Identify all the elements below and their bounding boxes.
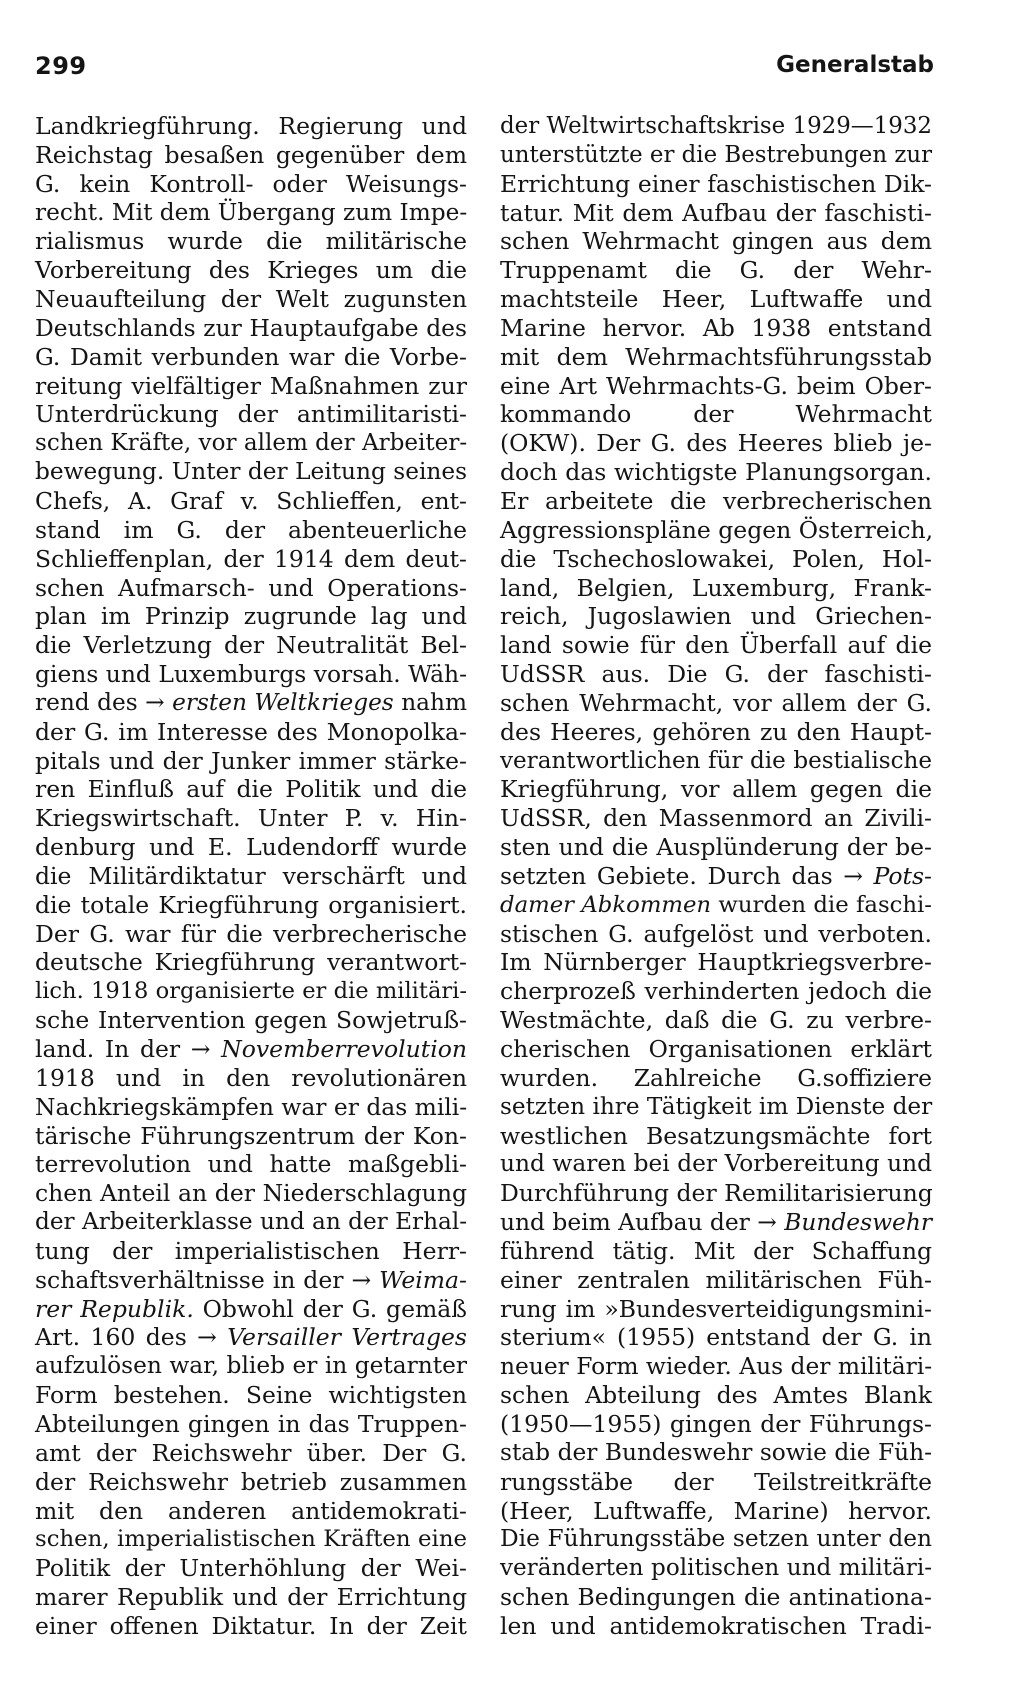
text-line — [500, 1035, 932, 1064]
text-line — [35, 112, 467, 141]
text-run: cherprozeß verhinderten jedoch die — [500, 977, 932, 1006]
text-run: der Weltwirtschaftskrise 1929—1932 — [500, 113, 932, 139]
text-line — [500, 747, 932, 776]
cross-reference: Bundeswehr — [784, 1208, 933, 1237]
text-line — [500, 487, 932, 516]
text-run: Er arbeitete die verbrecherischen — [500, 486, 932, 515]
text-run: tärische Führungszentrum der Kon- — [35, 1121, 467, 1150]
text-column-right — [500, 112, 932, 1641]
text-line — [35, 1468, 467, 1497]
text-run: bewegung. Unter der Leitung seines — [35, 458, 467, 486]
text-run: neuer Form wieder. Aus der militäri- — [500, 1352, 933, 1381]
text-run: einer zentralen militärischen Füh- — [500, 1265, 932, 1294]
text-line — [35, 631, 467, 660]
text-run: Vorbereitung des Krieges um die — [35, 256, 467, 285]
text-run: rungsstäbe der Teilstreitkräfte — [500, 1467, 932, 1496]
text-run: stischen G. aufgelöst und verboten. — [500, 919, 932, 948]
text-run: westlichen Besatzungsmächte fort — [500, 1121, 932, 1150]
text-line — [35, 1006, 467, 1035]
text-line — [500, 1150, 932, 1179]
text-run: schen Abteilung des Amtes Blank — [500, 1381, 932, 1410]
text-line — [35, 1064, 467, 1093]
text-run: rialismus wurde die militärische — [35, 227, 467, 256]
text-line — [500, 285, 932, 314]
text-line — [500, 833, 932, 862]
text-run: Nachkriegskämpfen war er das mili- — [35, 1092, 468, 1121]
text-run: stab der Bundeswehr sowie die Füh- — [500, 1438, 932, 1466]
text-line — [35, 1093, 467, 1122]
text-line — [35, 545, 467, 574]
text-run: die Militärdiktatur verschärft und — [35, 861, 467, 890]
text-run: Form bestehen. Seine wichtigsten — [35, 1381, 467, 1410]
text-run: Der G. war für die verbrecherische — [35, 919, 467, 948]
text-run: mit den anderen antidemokrati- — [35, 1496, 467, 1525]
text-line — [35, 1439, 467, 1468]
text-run: recht. Mit dem Übergang zum Impe- — [35, 198, 468, 226]
text-run: G. Damit verbunden war die Vorbe- — [35, 342, 467, 371]
text-line — [500, 977, 932, 1006]
text-run: Durchführung der Remilitarisierung — [500, 1179, 933, 1208]
cross-reference: Weima- — [379, 1265, 467, 1294]
page-number: 299 — [35, 52, 87, 80]
text-run: mit dem Wehrmachtsführungsstab — [500, 342, 932, 371]
text-line — [35, 256, 467, 285]
text-line — [500, 429, 932, 458]
text-line — [500, 775, 932, 804]
text-line — [35, 862, 467, 891]
text-line — [35, 891, 467, 920]
text-run: Abteilungen gingen in das Truppen- — [35, 1409, 467, 1438]
text-line — [500, 400, 932, 429]
text-line — [500, 199, 932, 228]
text-line — [35, 199, 467, 228]
text-run: Kriegführung, vor allem gegen die — [500, 775, 932, 804]
text-line — [500, 1179, 932, 1208]
text-run: sten und die Ausplünderung der be- — [500, 833, 932, 862]
text-line — [500, 516, 932, 545]
text-line — [35, 1352, 467, 1381]
cross-reference: Novemberrevolution — [221, 1035, 467, 1063]
text-run: len und antidemokratischen Tradi- — [500, 1611, 932, 1640]
text-line — [500, 227, 932, 256]
text-line — [35, 977, 467, 1006]
text-run: der Arbeiterklasse und an der Erhal- — [35, 1208, 468, 1236]
text-line — [500, 689, 932, 718]
text-line — [500, 314, 932, 343]
text-column-left — [35, 112, 467, 1641]
text-line — [500, 1064, 932, 1093]
text-line — [35, 718, 467, 747]
text-line — [35, 1612, 467, 1641]
text-run: rung im »Bundesverteidigungsmini- — [500, 1294, 932, 1323]
text-run: UdSSR aus. Die G. der faschisti- — [500, 660, 932, 689]
text-line — [35, 948, 467, 977]
text-run: 1918 und in den revolutionären — [35, 1063, 467, 1092]
text-line — [35, 1237, 467, 1266]
text-run: Marine hervor. Ab 1938 entstand — [500, 313, 932, 342]
text-line — [500, 1583, 932, 1612]
text-run: tatur. Mit dem Aufbau der faschisti- — [500, 198, 932, 227]
text-line — [35, 372, 467, 401]
text-line — [35, 343, 467, 372]
text-line — [35, 400, 467, 429]
text-run: plan im Prinzip zugrunde lag und — [35, 602, 467, 631]
text-line — [35, 574, 467, 603]
text-run: und waren bei der Vorbereitung und — [500, 1150, 932, 1178]
text-line — [35, 833, 467, 862]
text-line — [500, 256, 932, 285]
text-run: G. kein Kontroll- oder Weisungs- — [35, 169, 467, 198]
text-line — [500, 1612, 932, 1641]
text-run: tung der imperialistischen Herr- — [35, 1236, 467, 1265]
text-line — [35, 775, 467, 804]
text-line — [500, 1525, 932, 1554]
text-line — [500, 1497, 932, 1526]
text-run: (Heer, Luftwaffe, Marine) hervor. — [500, 1496, 932, 1525]
text-line — [500, 948, 932, 977]
text-line — [35, 1295, 467, 1324]
text-line — [500, 891, 932, 920]
text-line — [35, 660, 467, 689]
text-line — [500, 920, 932, 949]
text-run: Deutschlands zur Hauptaufgabe des — [35, 313, 467, 342]
cross-reference: ersten Weltkrieges — [172, 688, 394, 716]
text-line — [500, 1352, 932, 1381]
text-run: wurden. Zahlreiche G.soffiziere — [500, 1063, 932, 1092]
text-run: chen Anteil an der Niederschlagung — [35, 1179, 467, 1208]
text-run: Errichtung einer faschistischen Dik- — [500, 169, 932, 198]
text-line — [35, 1410, 467, 1439]
cross-reference: Pots- — [873, 861, 932, 890]
text-line — [500, 141, 932, 170]
text-run: pitals und der Junker immer stärke- — [35, 746, 467, 775]
text-line — [35, 458, 467, 487]
text-line — [500, 170, 932, 199]
text-line — [35, 1266, 467, 1295]
text-run: schen Wehrmacht gingen aus dem — [500, 227, 932, 256]
text-run: veränderten politischen und militäri- — [500, 1555, 932, 1582]
text-run: der G. im Interesse des Monopolka- — [35, 717, 467, 746]
text-line — [500, 1122, 932, 1151]
text-line — [500, 574, 932, 603]
text-line — [500, 602, 932, 631]
text-line — [35, 429, 467, 458]
text-run: Politik der Unterhöhlung der Wei- — [35, 1554, 467, 1583]
text-run: Reichstag besaßen gegenüber dem — [35, 140, 467, 169]
text-line — [35, 1554, 467, 1583]
cross-reference: rer Republik. — [35, 1294, 194, 1323]
text-run: Im Nürnberger Hauptkriegsverbre- — [500, 948, 932, 977]
text-run: schen, imperialistischen Kräften eine — [35, 1526, 467, 1553]
text-run: Unterdrückung der antimilitaristi- — [35, 400, 467, 429]
text-line — [500, 1295, 932, 1324]
text-run: (OKW). Der G. des Heeres blieb je- — [500, 429, 932, 458]
text-run: Schlieffenplan, der 1914 dem deut- — [35, 544, 467, 573]
text-run: Die Führungsstäbe setzen unter den — [500, 1525, 932, 1553]
text-run: Obwohl der G. gemäß — [193, 1294, 467, 1323]
text-line — [500, 804, 932, 833]
text-run: sterium« (1955) entstand der G. in — [500, 1323, 932, 1352]
text-line — [500, 1410, 932, 1439]
text-run: und beim Aufbau der → — [500, 1208, 785, 1237]
text-run: schaftsverhältnisse in der → — [35, 1265, 380, 1294]
text-line — [500, 1266, 932, 1295]
text-run: eine Art Wehrmachts-G. beim Ober- — [500, 371, 932, 400]
text-line — [35, 1035, 467, 1064]
cross-reference: damer Abkommen — [500, 891, 712, 918]
text-line — [35, 487, 467, 516]
text-run: verantwortlichen für die bestialische — [500, 747, 932, 774]
text-line — [500, 1468, 932, 1497]
text-run: rend des → — [35, 688, 173, 716]
text-line — [500, 1208, 932, 1237]
text-line — [35, 141, 467, 170]
text-run: land, Belgien, Luxemburg, Frank- — [500, 573, 932, 602]
text-line — [500, 660, 932, 689]
text-line — [35, 1122, 467, 1151]
text-run: die totale Kriegführung organisiert. — [35, 890, 467, 919]
text-run: Landkriegführung. Regierung und — [35, 112, 467, 140]
text-line — [500, 1093, 932, 1122]
text-run: (1950—1955) gingen der Führungs- — [500, 1409, 932, 1438]
text-line — [500, 343, 932, 372]
text-line — [500, 1006, 932, 1035]
text-run: schen Wehrmacht, vor allem der G. — [500, 688, 932, 717]
text-run: lich. 1918 organisierte er die militäri- — [35, 978, 467, 1005]
text-run: der Reichswehr betrieb zusammen — [35, 1467, 467, 1496]
text-run: Aggressionspläne gegen Österreich, — [500, 515, 934, 544]
text-line — [500, 112, 932, 141]
text-run: Kriegswirtschaft. Unter P. v. Hin- — [35, 804, 467, 833]
text-run: des Heeres, gehören zu den Haupt- — [500, 717, 932, 746]
text-line — [500, 1237, 932, 1266]
text-line — [500, 1439, 932, 1468]
text-line — [35, 602, 467, 631]
text-line — [500, 1554, 932, 1583]
text-run: einer offenen Diktatur. In der Zeit — [35, 1611, 467, 1640]
text-line — [35, 516, 467, 545]
text-line — [35, 1497, 467, 1526]
text-line — [35, 804, 467, 833]
text-run: marer Republik und der Errichtung — [35, 1583, 467, 1612]
text-line — [500, 631, 932, 660]
text-run: unterstützte er die Bestrebungen zur — [500, 141, 933, 168]
text-run: reich, Jugoslawien und Griechen- — [500, 602, 932, 631]
text-run: land. In der → — [35, 1035, 222, 1063]
text-run: terrevolution und hatte maßgebli- — [35, 1150, 467, 1179]
text-run: die Verletzung der Neutralität Bel- — [35, 631, 467, 660]
text-line — [35, 314, 467, 343]
text-run: sche Intervention gegen Sowjetruß- — [35, 1006, 467, 1035]
text-run: wurden die faschi- — [711, 891, 932, 918]
text-line — [35, 747, 467, 776]
text-run: die Tschechoslowakei, Polen, Hol- — [500, 544, 932, 573]
text-line — [35, 285, 467, 314]
text-line — [35, 689, 467, 718]
text-line — [500, 862, 932, 891]
text-run: schen Bedingungen die antinationa- — [500, 1583, 932, 1612]
text-run: denburg und E. Ludendorff wurde — [35, 833, 467, 862]
running-head: Generalstab — [776, 52, 934, 78]
text-line — [35, 1525, 467, 1554]
text-run: machtsteile Heer, Luftwaffe und — [500, 285, 932, 314]
text-run: schen Kräfte, vor allem der Arbeiter- — [35, 430, 468, 457]
text-run: setzten Gebiete. Durch das → — [500, 861, 874, 890]
text-run: nahm — [393, 688, 467, 716]
text-line — [35, 1323, 467, 1352]
text-run: reitung vielfältiger Maßnahmen zur — [35, 371, 467, 400]
text-run: Art. 160 des → — [35, 1323, 228, 1352]
text-run: kommando der Wehrmacht — [500, 400, 932, 429]
text-line — [35, 1583, 467, 1612]
text-line — [500, 1381, 932, 1410]
text-run: giens und Luxemburgs vorsah. Wäh- — [35, 660, 467, 689]
text-run: stand im G. der abenteuerliche — [35, 515, 467, 544]
text-line — [35, 1381, 467, 1410]
text-run: ren Einfluß auf die Politik und die — [35, 775, 467, 804]
text-run: aufzulösen war, blieb er in getarnter — [35, 1352, 467, 1380]
text-run: Neuaufteilung der Welt zugunsten — [35, 285, 467, 314]
page-header — [35, 52, 934, 92]
cross-reference: Versailler Vertrages — [227, 1323, 467, 1352]
text-run: setzten ihre Tätigkeit im Dienste der — [500, 1092, 933, 1120]
text-run: amt der Reichswehr über. Der G. — [35, 1438, 467, 1467]
text-line — [35, 1208, 467, 1237]
text-run: UdSSR, den Massenmord an Zivili- — [500, 804, 932, 833]
text-run: Westmächte, daß die G. zu verbre- — [500, 1006, 932, 1035]
text-line — [35, 1150, 467, 1179]
text-run: cherischen Organisationen erklärt — [500, 1035, 932, 1063]
text-run: schen Aufmarsch- und Operations- — [35, 573, 467, 602]
text-run: land sowie für den Überfall auf die — [500, 631, 932, 660]
text-line — [500, 718, 932, 747]
text-run: Truppenamt die G. der Wehr- — [500, 256, 932, 285]
text-line — [500, 1323, 932, 1352]
text-line — [35, 1179, 467, 1208]
text-run: Chefs, A. Graf v. Schlieffen, ent- — [35, 486, 467, 515]
text-line — [35, 170, 467, 199]
text-line — [500, 372, 932, 401]
text-line — [35, 920, 467, 949]
text-line — [500, 458, 932, 487]
text-line — [35, 227, 467, 256]
text-run: deutsche Kriegführung verantwort- — [35, 948, 467, 977]
text-run: führend tätig. Mit der Schaffung — [500, 1236, 932, 1265]
text-line — [500, 545, 932, 574]
text-run: doch das wichtigste Planungsorgan. — [500, 458, 932, 487]
